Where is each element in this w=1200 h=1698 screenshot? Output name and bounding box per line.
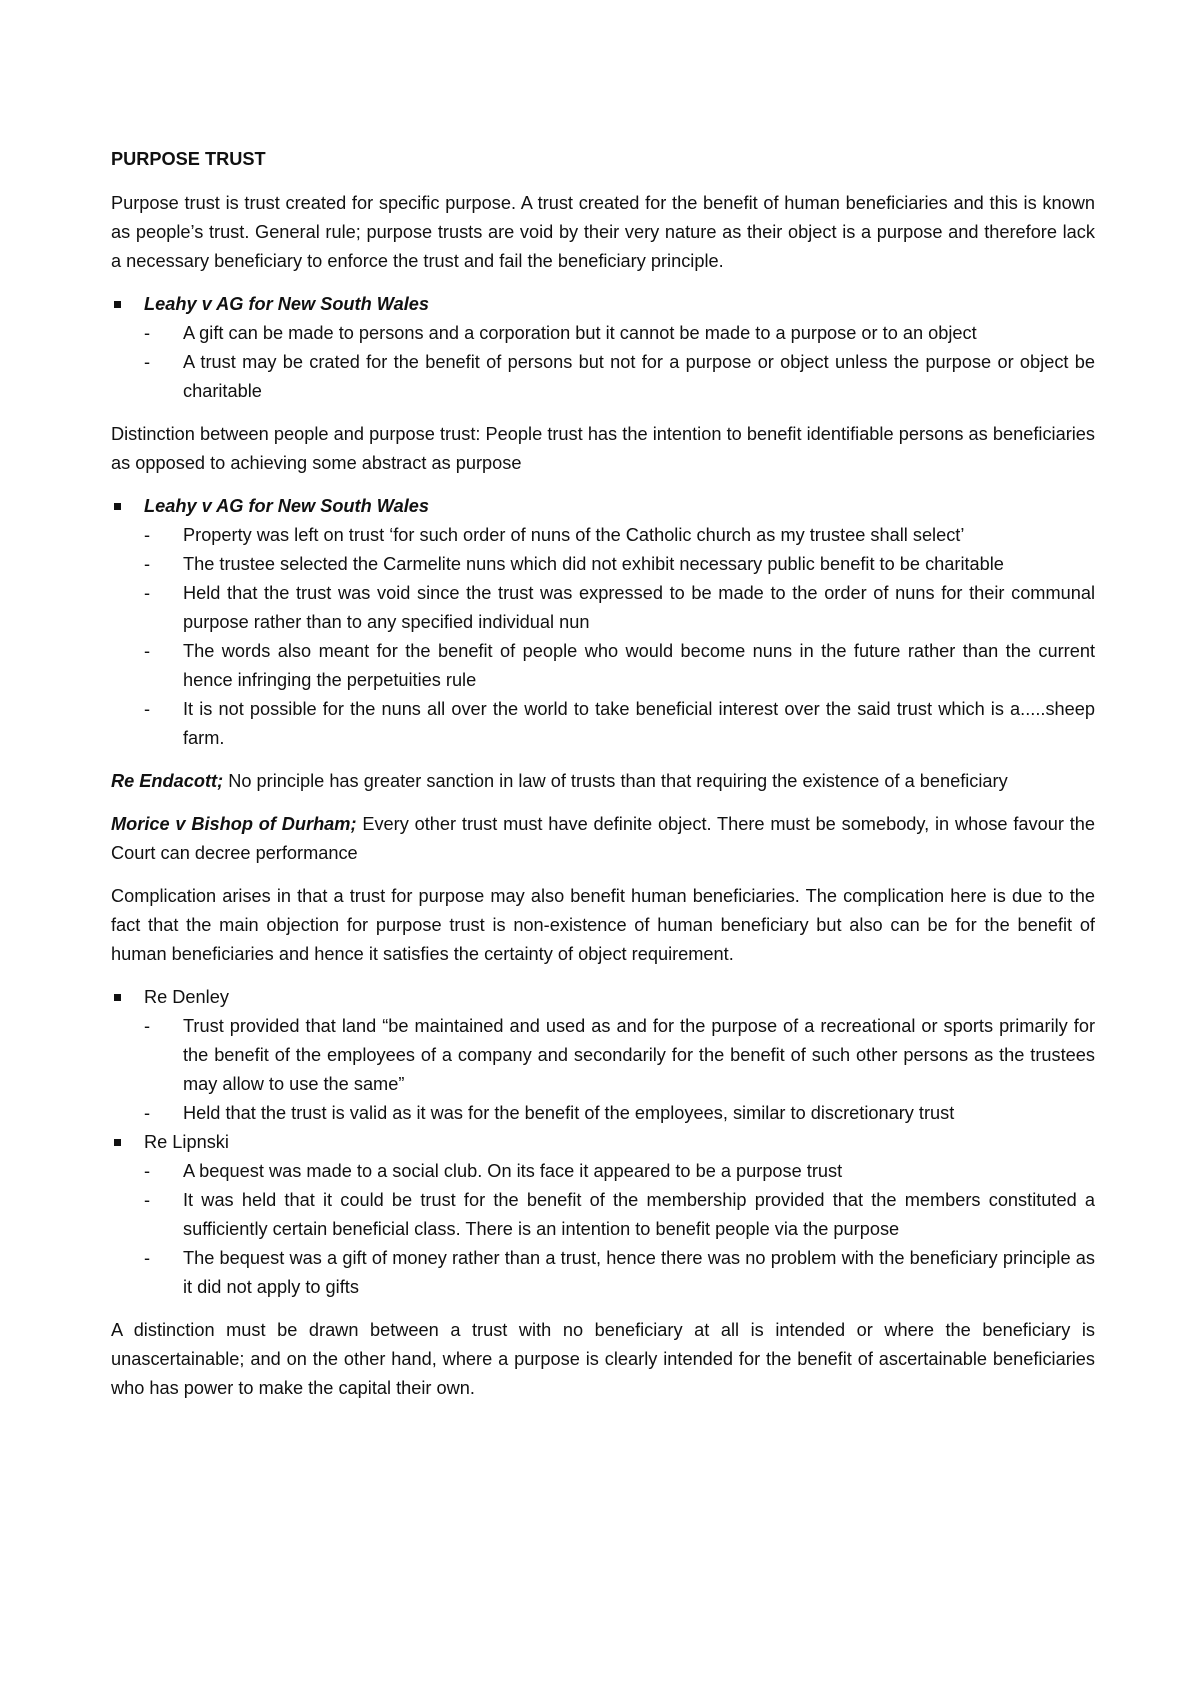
dash-icon: -	[144, 641, 151, 661]
list-item: - A trust may be crated for the benefit of persons but not for a purpose or object unless the purpose or object be charitable	[111, 348, 1095, 406]
case-name: Re Denley	[144, 987, 229, 1007]
dash-icon: -	[144, 1248, 151, 1268]
case-leahy-first	[111, 290, 1095, 406]
case-points	[111, 319, 1095, 406]
case-re-lipnski	[111, 1128, 1095, 1302]
case-name: Morice v Bishop of Durham;	[111, 814, 357, 834]
case-name: Leahy v AG for New South Wales	[144, 294, 429, 314]
list-item: - Trust provided that land “be maintained and used as and for the purpose of a recreational or sports primarily for the benefit of the employees of a company and secondarily for the benefit of such other persons as the trustees may allow to use the same”	[111, 1012, 1095, 1099]
case-heading	[111, 983, 1095, 1012]
case-heading	[111, 290, 1095, 319]
document-title: PURPOSE TRUST	[111, 149, 266, 169]
list-item: - A bequest was made to a social club. On its face it appeared to be a purpose trust	[111, 1157, 1095, 1186]
case-points	[111, 1012, 1095, 1128]
list-item: - The trustee selected the Carmelite nuns which did not exhibit necessary public benefit to be charitable	[111, 550, 1095, 579]
case-name: Re Endacott;	[111, 771, 224, 791]
dash-icon: -	[144, 1161, 151, 1181]
dash-icon: -	[144, 583, 151, 603]
list-item: - The words also meant for the benefit of people who would become nuns in the future rather than the current hence infringing the perpetuities rule	[111, 637, 1095, 695]
dash-icon: -	[144, 323, 151, 343]
case-leahy-second	[111, 492, 1095, 753]
dash-icon: -	[144, 1190, 151, 1210]
list-item: - The bequest was a gift of money rather than a trust, hence there was no problem with the beneficiary principle as it did not apply to gifts	[111, 1244, 1095, 1302]
dash-icon: -	[144, 525, 151, 545]
square-bullet-icon	[114, 994, 121, 1001]
dash-icon: -	[144, 352, 151, 372]
dash-icon: -	[144, 554, 151, 574]
morice-paragraph: Morice v Bishop of Durham; Every other trust must have definite object. There must be somebody, in whose favour the Court can decree performance	[111, 814, 1095, 863]
conclusion-paragraph: A distinction must be drawn between a trust with no beneficiary at all is intended or where the beneficiary is unascertainable; and on the other hand, where a purpose is clearly intended for the benefit of ascertainable beneficiaries who has power to make the capital their own.	[111, 1320, 1095, 1398]
case-name: Leahy v AG for New South Wales	[144, 496, 429, 516]
case-points	[111, 1157, 1095, 1302]
list-item: - Property was left on trust ‘for such order of nuns of the Catholic church as my trustee shall select’	[111, 521, 1095, 550]
list-item: - Held that the trust is valid as it was for the benefit of the employees, similar to discretionary trust	[111, 1099, 1095, 1128]
list-item: - It was held that it could be trust for the benefit of the membership provided that the members constituted a sufficiently certain beneficial class. There is an intention to benefit people via the purpose	[111, 1186, 1095, 1244]
list-item: - A gift can be made to persons and a corporation but it cannot be made to a purpose or to an object	[111, 319, 1095, 348]
square-bullet-icon	[114, 1139, 121, 1146]
list-item: - Held that the trust was void since the trust was expressed to be made to the order of nuns for their communal purpose rather than to any specified individual nun	[111, 579, 1095, 637]
case-name: Re Lipnski	[144, 1132, 229, 1152]
distinction-paragraph: Distinction between people and purpose trust: People trust has the intention to benefit identifiable persons as beneficiaries as opposed to achieving some abstract as purpose	[111, 424, 1095, 473]
endacott-paragraph: Re Endacott; No principle has greater sanction in law of trusts than that requiring the existence of a beneficiary	[111, 771, 1008, 791]
dash-icon: -	[144, 1016, 151, 1036]
case-re-denley	[111, 983, 1095, 1128]
case-heading	[111, 1128, 1095, 1157]
case-points	[111, 521, 1095, 753]
dash-icon: -	[144, 1103, 151, 1123]
dash-icon: -	[144, 699, 151, 719]
list-item: - It is not possible for the nuns all over the world to take beneficial interest over the said trust which is a.....sheep farm.	[111, 695, 1095, 753]
case-heading	[111, 492, 1095, 521]
complication-paragraph: Complication arises in that a trust for purpose may also benefit human beneficiaries. The complication here is due to the fact that the main objection for purpose trust is non-existence of human beneficiary but also can be for the benefit of human beneficiaries and hence it satisfies the certainty of object requirement.	[111, 886, 1095, 964]
document-page	[111, 146, 1095, 1417]
square-bullet-icon	[114, 503, 121, 510]
intro-paragraph: Purpose trust is trust created for specific purpose. A trust created for the benefit of human beneficiaries and this is known as people’s trust. General rule; purpose trusts are void by their very nature as their object is a purpose and therefore lack a necessary beneficiary to enforce the trust and fail the beneficiary principle.	[111, 193, 1095, 271]
square-bullet-icon	[114, 301, 121, 308]
